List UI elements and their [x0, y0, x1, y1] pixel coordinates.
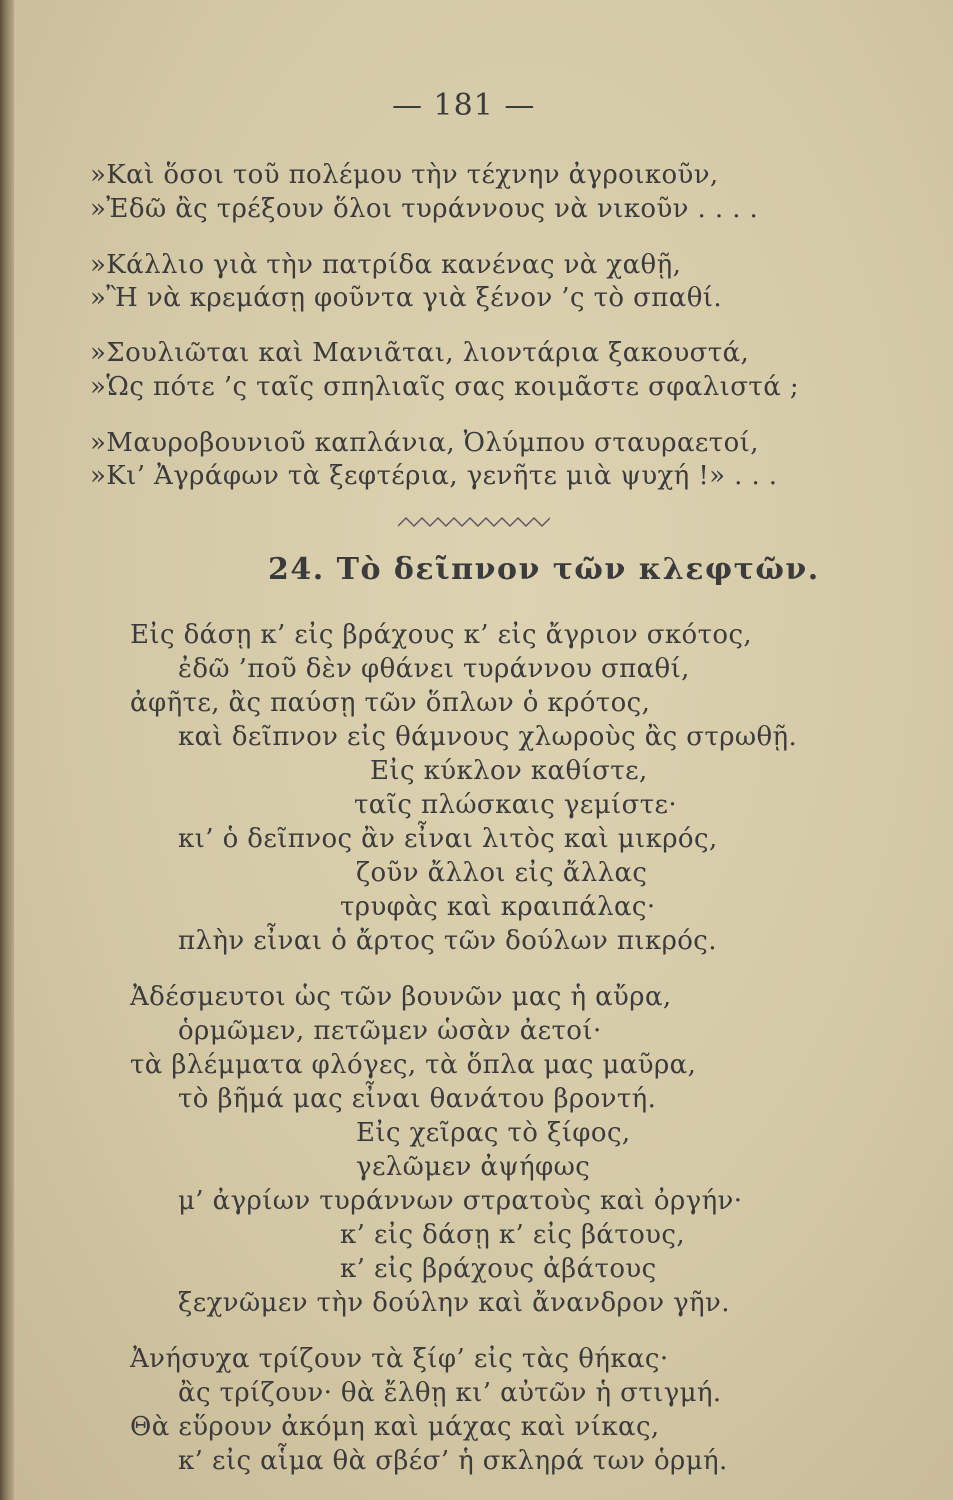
poem-line: ξεχνῶμεν τὴν δούλην καὶ ἄνανδρον γῆν.	[178, 1288, 730, 1318]
poem-line: κ’ εἰς βράχους ἀβάτους	[340, 1254, 657, 1284]
poem-line: ὁρμῶμεν, πετῶμεν ὡσὰν ἀετοί·	[178, 1016, 602, 1046]
poem-line: Ἀδέσμευτοι ὡς τῶν βουνῶν μας ἡ αὔρα,	[130, 982, 672, 1012]
poem-line: κ’ εἰς δάσῃ κ’ εἰς βάτους,	[340, 1220, 685, 1250]
decorative-divider	[398, 512, 550, 530]
poem-line: κ’ εἰς αἷμα θὰ σβέσ’ ἡ σκληρά των ὁρμή.	[178, 1446, 728, 1476]
poem-line: τρυφὰς καὶ κραιπάλας·	[340, 892, 656, 922]
verse-line: »Κι’ Ἀγράφων τὰ ξεφτέρια, γενῆτε μιὰ ψυχή !» . . .	[90, 461, 778, 491]
poem-line: γελῶμεν ἀψήφως	[356, 1152, 591, 1182]
poem-line: Εἰς χεῖρας τὸ ξίφος,	[356, 1118, 631, 1148]
poem-line: Εἰς δάσῃ κ’ εἰς βράχους κ’ εἰς ἄγριον σκότος,	[130, 620, 753, 650]
verse-line: »Ὡς πότε ’ς ταῖς σπηλιαῖς σας κοιμᾶστε σφαλιστά ;	[90, 372, 799, 402]
poem-line: ἂς τρίζουν· θὰ ἔλθῃ κι’ αὐτῶν ἡ στιγμή.	[178, 1378, 722, 1408]
poem-line: τὰ βλέμματα φλόγες, τὰ ὅπλα μας μαῦρα,	[130, 1050, 697, 1080]
poem-line: ταῖς πλώσκαις γεμίστε·	[354, 790, 678, 820]
poem-line: ἀφῆτε, ἂς παύσῃ τῶν ὅπλων ὁ κρότος,	[130, 688, 651, 718]
verse-line: »Μαυροβουνιοῦ καπλάνια, Ὀλύμπου σταυραετοί,	[90, 428, 759, 458]
page-number: — 181 —	[392, 88, 536, 123]
poem-line: Θὰ εὕρουν ἀκόμη καὶ μάχας καὶ νίκας,	[130, 1412, 660, 1442]
poem-line: κι’ ὁ δεῖπνος ἂν εἶναι λιτὸς καὶ μικρός,	[178, 824, 718, 854]
verse-line: »Κάλλιο γιὰ τὴν πατρίδα κανένας νὰ χαθῇ,	[90, 250, 682, 280]
book-spine-edge	[0, 0, 14, 1500]
poem-line: ζοῦν ἄλλοι εἰς ἄλλας	[356, 858, 648, 888]
poem-line: Εἰς κύκλον καθίστε,	[370, 756, 648, 786]
verse-line: »Σουλιῶται καὶ Μανιᾶται, λιοντάρια ξακουστά,	[90, 338, 750, 368]
poem-line: τὸ βῆμά μας εἶναι θανάτου βροντή.	[178, 1084, 657, 1114]
verse-line: »Ἢ νὰ κρεμάσῃ φοῦντα γιὰ ξένον ’ς τὸ σπαθί.	[90, 283, 723, 313]
poem-line: καὶ δεῖπνον εἰς θάμνους χλωροὺς ἂς στρωθῇ.	[178, 722, 798, 752]
poem-title: 24. Τὸ δεῖπνον τῶν κλεφτῶν.	[268, 552, 820, 587]
poem-line: μ’ ἀγρίων τυράννων στρατοὺς καὶ ὀργήν·	[178, 1186, 743, 1216]
poem-line: ἐδῶ ’ποῦ δὲν φθάνει τυράννου σπαθί,	[178, 654, 690, 684]
verse-line: »Καὶ ὅσοι τοῦ πολέμου τὴν τέχνην ἀγροικοῦν,	[90, 160, 719, 190]
poem-line: Ἀνήσυχα τρίζουν τὰ ξίφ’ εἰς τὰς θήκας·	[130, 1344, 669, 1374]
verse-line: »Ἐδῶ ἂς τρέξουν ὅλοι τυράννους νὰ νικοῦν . . . .	[90, 194, 759, 224]
poem-line: πλὴν εἶναι ὁ ἄρτος τῶν δούλων πικρός.	[178, 926, 717, 956]
